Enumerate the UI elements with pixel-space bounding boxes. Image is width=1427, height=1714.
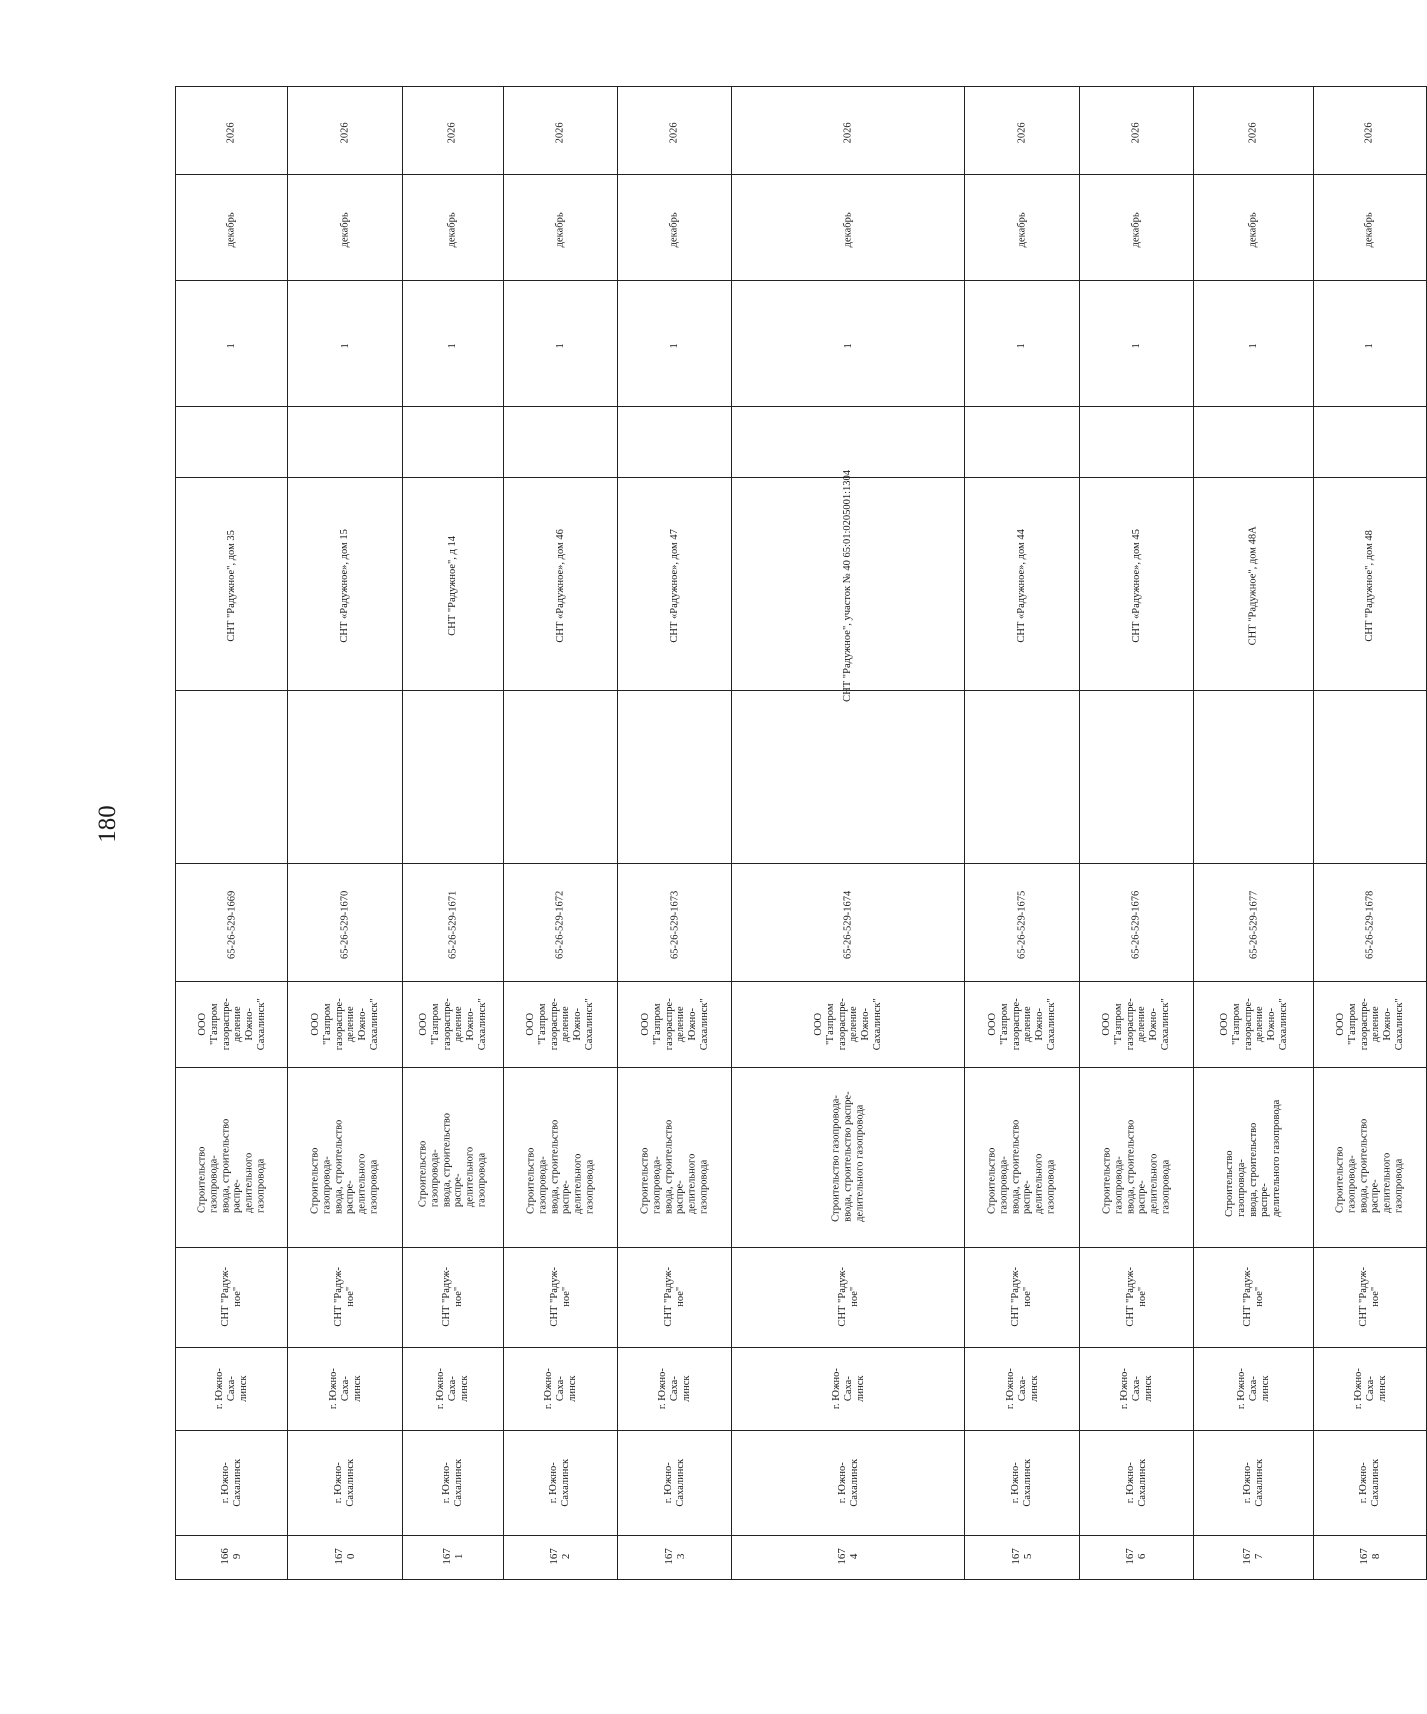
locality-text: г. Южно- Саха- линск <box>214 1367 249 1409</box>
page-number: 180 <box>94 805 121 843</box>
blank-cell <box>402 691 503 864</box>
locality-text: г. Южно- Саха- линск <box>327 1367 363 1409</box>
settlement-text: СНТ "Радуж- ное" <box>1124 1267 1148 1327</box>
quantity-cell <box>176 281 288 407</box>
address-text: СНТ "Радужное", участок № 40 65:01:0205001:1304 <box>842 469 854 702</box>
year-cell <box>1079 87 1193 175</box>
row-number-text: 167 4 <box>836 1548 861 1565</box>
locality-text: г. Южно- Саха- линск <box>657 1367 692 1409</box>
year-text: 2026 <box>1364 121 1376 143</box>
row-number-cell <box>288 1536 402 1580</box>
organization-text: ООО "Газпром газораспре- деление Южно- Сахалинск" <box>417 997 488 1050</box>
settlement-cell <box>402 1248 503 1348</box>
organization-text: ООО "Газпром газораспре- деление Южно- Сахалинск" <box>1101 997 1171 1050</box>
year-cell <box>176 87 288 175</box>
municipality-cell <box>503 1431 617 1536</box>
quantity-cell <box>732 281 965 407</box>
work-description-cell <box>288 1068 402 1248</box>
object-code-cell <box>176 864 288 982</box>
work-description-text: Строительство газопровода- ввода, строительство распре- делительного газопровода <box>830 1091 866 1223</box>
locality-text: г. Южно- Саха- линск <box>1118 1367 1154 1409</box>
blank-cell <box>1079 691 1193 864</box>
row-number-text: 167 6 <box>1124 1548 1149 1565</box>
quantity-cell <box>965 281 1079 407</box>
year-cell <box>503 87 617 175</box>
table-row-blank2 <box>176 407 1427 478</box>
row-number-cell <box>402 1536 503 1580</box>
month-text: декабрь <box>339 211 351 247</box>
object-code-cell <box>732 864 965 982</box>
work-description-cell <box>965 1068 1079 1248</box>
year-text: 2026 <box>668 121 680 143</box>
municipality-text: г. Южно- Сахалинск <box>1010 1458 1034 1507</box>
blank-cell <box>965 407 1079 478</box>
quantity-text: 1 <box>1016 342 1028 348</box>
blank-cell <box>965 691 1079 864</box>
organization-text: ООО "Газпром газораспре- деление Южно- Сахалинск" <box>986 997 1057 1050</box>
object-code-text: 65-26-529-1669 <box>225 890 237 959</box>
address-cell <box>402 478 503 691</box>
settlement-text: СНТ "Радуж- ное" <box>333 1267 357 1327</box>
work-description-cell <box>503 1068 617 1248</box>
organization-text: ООО "Газпром газораспре- деление Южно- Сахалинск" <box>525 997 595 1050</box>
year-text: 2026 <box>339 121 351 143</box>
organization-cell <box>1194 982 1314 1068</box>
row-number-cell <box>1194 1536 1314 1580</box>
object-code-cell <box>503 864 617 982</box>
row-number-text: 166 9 <box>219 1548 244 1565</box>
settlement-cell <box>618 1248 732 1348</box>
blank-cell <box>732 691 965 864</box>
address-cell <box>1194 478 1314 691</box>
address-text: СНТ "Радужное", дом 48А <box>1247 526 1259 646</box>
blank-cell <box>1314 691 1426 864</box>
quantity-cell <box>503 281 617 407</box>
settlement-text: СНТ "Радуж- ное" <box>1358 1267 1381 1327</box>
object-code-cell <box>1079 864 1193 982</box>
year-cell <box>965 87 1079 175</box>
work-description-text: Строительство газопровода- ввода, строительство распре- делительного газопровода <box>639 1119 710 1214</box>
address-cell <box>732 469 965 702</box>
quantity-cell <box>618 281 732 407</box>
work-description-text: Строительство газопровода- ввода, строительство распре- делительного газопровода <box>417 1112 488 1207</box>
year-text: 2026 <box>1016 121 1028 143</box>
organization-text: ООО "Газпром газораспре- деление Южно- Сахалинск" <box>309 997 380 1050</box>
object-code-text: 65-26-529-1672 <box>554 890 566 959</box>
table-row-month <box>176 175 1427 281</box>
municipality-cell <box>288 1431 402 1536</box>
quantity-text: 1 <box>668 342 680 348</box>
quantity-text: 1 <box>554 342 566 348</box>
object-code-text: 65-26-529-1677 <box>1247 890 1259 959</box>
municipality-text: г. Южно- Сахалинск <box>548 1458 572 1507</box>
address-text: СНТ "Радужное", д 14 <box>446 535 458 636</box>
municipality-text: г. Южно- Сахалинск <box>219 1458 243 1507</box>
table-row-code <box>176 864 1427 982</box>
row-number-cell <box>503 1536 617 1580</box>
work-description-cell <box>1314 1068 1426 1248</box>
organization-text: ООО "Газпром газораспре- деление Южно- Сахалинск" <box>1334 997 1405 1050</box>
quantity-text: 1 <box>339 342 351 348</box>
object-code-text: 65-26-529-1676 <box>1130 890 1142 959</box>
municipality-cell <box>1079 1431 1193 1536</box>
municipality-text: г. Южно- Сахалинск <box>333 1458 357 1507</box>
table-row-qty <box>176 281 1427 407</box>
settlement-text: СНТ "Радуж- ное" <box>836 1267 860 1327</box>
quantity-cell <box>288 281 402 407</box>
row-number-cell <box>176 1536 288 1580</box>
locality-text: г. Южно- Саха- линск <box>830 1367 866 1409</box>
work-description-text: Строительство газопровода- ввода, строительство распре- делительного газопровода <box>1334 1118 1405 1213</box>
work-description-cell <box>732 1068 965 1248</box>
organization-cell <box>1314 982 1426 1068</box>
work-description-text: Строительство газопровода- ввода, строительство распре- делительного газопровода <box>1101 1119 1171 1214</box>
row-number-cell <box>1079 1536 1193 1580</box>
locality-cell <box>1314 1348 1426 1431</box>
work-description-cell <box>1079 1068 1193 1248</box>
settlement-cell <box>1314 1248 1426 1348</box>
settlement-cell <box>1079 1248 1193 1348</box>
municipality-cell <box>176 1431 288 1536</box>
settlement-text: СНТ "Радуж- ное" <box>663 1267 686 1327</box>
settlement-text: СНТ "Радуж- ное" <box>219 1267 243 1327</box>
municipality-cell <box>732 1431 965 1536</box>
month-text: декабрь <box>1130 211 1142 247</box>
address-cell <box>1079 478 1193 691</box>
municipality-cell <box>618 1431 732 1536</box>
organization-cell <box>1079 982 1193 1068</box>
year-text: 2026 <box>1247 121 1259 143</box>
row-number-cell <box>965 1536 1079 1580</box>
month-cell <box>176 175 288 281</box>
month-cell <box>288 175 402 281</box>
blank-cell <box>288 691 402 864</box>
settlement-text: СНТ "Радуж- ное" <box>441 1267 464 1327</box>
year-cell <box>1194 87 1314 175</box>
year-cell <box>732 87 965 175</box>
address-cell <box>1314 478 1426 691</box>
locality-cell <box>618 1348 732 1431</box>
work-description-text: Строительство газопровода- ввода, строительство распре- делительного газопровода <box>1224 1099 1283 1217</box>
organization-cell <box>176 982 288 1068</box>
settlement-cell <box>503 1248 617 1348</box>
settlement-cell <box>1194 1248 1314 1348</box>
year-text: 2026 <box>554 121 566 143</box>
object-code-text: 65-26-529-1675 <box>1016 890 1028 959</box>
blank-cell <box>1194 407 1314 478</box>
address-cell <box>503 478 617 691</box>
row-number-cell <box>1314 1536 1426 1580</box>
year-cell <box>288 87 402 175</box>
settlement-cell <box>288 1248 402 1348</box>
municipality-text: г. Южно- Сахалинск <box>836 1458 860 1507</box>
month-cell <box>1194 175 1314 281</box>
table-row-blank1 <box>176 691 1427 864</box>
locality-cell <box>1194 1348 1314 1431</box>
row-number-text: 167 2 <box>548 1548 573 1565</box>
year-cell <box>618 87 732 175</box>
organization-text: ООО "Газпром газораспре- деление Южно- Сахалинск" <box>1218 997 1289 1050</box>
month-cell <box>1079 175 1193 281</box>
year-text: 2026 <box>225 121 237 143</box>
locality-text: г. Южно- Саха- линск <box>1352 1367 1387 1409</box>
object-code-cell <box>402 864 503 982</box>
work-description-cell <box>176 1068 288 1248</box>
address-text: СНТ «Радужное», дом 45 <box>1130 529 1142 643</box>
address-cell <box>965 478 1079 691</box>
municipality-text: г. Южно- Сахалинск <box>441 1458 464 1507</box>
locality-cell <box>1079 1348 1193 1431</box>
municipality-text: г. Южно- Сахалинск <box>1241 1458 1265 1507</box>
month-cell <box>1314 175 1426 281</box>
quantity-text: 1 <box>1247 342 1259 348</box>
object-code-text: 65-26-529-1670 <box>339 890 351 959</box>
work-description-cell <box>618 1068 732 1248</box>
month-text: декабрь <box>842 211 854 247</box>
organization-cell <box>402 982 503 1068</box>
organization-text: ООО "Газпром газораспре- деление Южно- Сахалинск" <box>813 997 883 1050</box>
year-text: 2026 <box>1130 121 1142 143</box>
settlement-text: СНТ "Радуж- ное" <box>1010 1267 1034 1327</box>
month-cell <box>732 175 965 281</box>
work-description-text: Строительство газопровода- ввода, строительство распре- делительного газопровода <box>986 1119 1057 1214</box>
row-number-cell <box>732 1536 965 1580</box>
address-cell <box>618 478 732 691</box>
table-row-work <box>176 1068 1427 1248</box>
address-text: СНТ «Радужное», дом 47 <box>668 529 680 643</box>
quantity-cell <box>1194 281 1314 407</box>
quantity-text: 1 <box>1130 342 1142 348</box>
quantity-cell <box>402 281 503 407</box>
quantity-text: 1 <box>446 342 458 348</box>
blank-cell <box>618 691 732 864</box>
municipality-text: г. Южно- Сахалинск <box>1124 1458 1148 1507</box>
blank-cell <box>288 407 402 478</box>
blank-cell <box>176 691 288 864</box>
object-code-cell <box>618 864 732 982</box>
object-code-cell <box>1194 864 1314 982</box>
locality-text: г. Южно- Саха- линск <box>1236 1367 1271 1409</box>
organization-cell <box>288 982 402 1068</box>
address-text: СНТ «Радужное», дом 46 <box>554 529 566 643</box>
organization-cell <box>732 982 965 1068</box>
settlement-cell <box>732 1248 965 1348</box>
month-text: декабрь <box>668 211 680 247</box>
municipality-cell <box>402 1431 503 1536</box>
month-cell <box>503 175 617 281</box>
year-text: 2026 <box>842 121 854 143</box>
year-cell <box>402 87 503 175</box>
address-text: СНТ "Радужное", дом 48 <box>1364 530 1376 642</box>
locality-cell <box>732 1348 965 1431</box>
organization-cell <box>618 982 732 1068</box>
work-description-cell <box>402 1068 503 1248</box>
municipality-cell <box>1314 1431 1426 1536</box>
blank-cell <box>176 407 288 478</box>
work-description-cell <box>1194 1068 1314 1248</box>
address-text: СНТ "Радужное", дом 35 <box>225 530 237 642</box>
year-text: 2026 <box>446 121 458 143</box>
locality-cell <box>503 1348 617 1431</box>
blank-cell <box>402 407 503 478</box>
locality-text: г. Южно- Саха- линск <box>435 1367 470 1409</box>
table-row-num <box>176 1536 1427 1580</box>
table-row-place <box>176 1248 1427 1348</box>
month-text: декабрь <box>1364 211 1376 247</box>
table-row-year <box>176 87 1427 175</box>
locality-cell <box>965 1348 1079 1431</box>
blank-cell <box>1079 407 1193 478</box>
municipality-cell <box>1194 1431 1314 1536</box>
month-cell <box>618 175 732 281</box>
blank-cell <box>618 407 732 478</box>
locality-text: г. Южно- Саха- линск <box>1004 1367 1039 1409</box>
municipality-text: г. Южно- Сахалинск <box>663 1458 686 1507</box>
locality-text: г. Южно- Саха- линск <box>542 1367 578 1409</box>
blank-cell <box>503 691 617 864</box>
quantity-text: 1 <box>1364 342 1376 348</box>
address-text: СНТ «Радужное», дом 44 <box>1016 529 1028 643</box>
month-text: декабрь <box>446 211 458 247</box>
locality-cell <box>176 1348 288 1431</box>
address-cell <box>288 478 402 691</box>
row-number-text: 167 8 <box>1357 1548 1382 1565</box>
organization-cell <box>965 982 1079 1068</box>
table-row-loc <box>176 1348 1427 1431</box>
blank-cell <box>1314 407 1426 478</box>
quantity-text: 1 <box>225 342 237 348</box>
work-description-text: Строительство газопровода- ввода, строительство распре- делительного газопровода <box>525 1119 595 1214</box>
organization-text: ООО "Газпром газораспре- деление Южно- Сахалинск" <box>196 997 267 1050</box>
object-code-text: 65-26-529-1671 <box>446 890 458 959</box>
row-number-text: 167 0 <box>332 1548 358 1565</box>
object-code-cell <box>965 864 1079 982</box>
month-text: декабрь <box>554 211 566 247</box>
month-text: декабрь <box>1016 211 1028 247</box>
work-description-text: Строительство газопровода- ввода, строительство распре- делительного газопровода <box>309 1119 380 1214</box>
locality-cell <box>288 1348 402 1431</box>
row-number-text: 167 3 <box>662 1548 687 1565</box>
table-row-mo <box>176 1431 1427 1536</box>
table-row-address <box>176 478 1427 691</box>
table-row-org <box>176 982 1427 1068</box>
blank-cell <box>1194 691 1314 864</box>
quantity-text: 1 <box>842 342 854 348</box>
month-text: декабрь <box>1247 211 1259 247</box>
object-code-text: 65-26-529-1678 <box>1364 890 1376 959</box>
year-cell <box>1314 87 1426 175</box>
row-number-text: 167 1 <box>440 1548 465 1565</box>
row-number-cell <box>618 1536 732 1580</box>
month-cell <box>402 175 503 281</box>
address-text: СНТ «Радужное», дом 15 <box>339 529 351 643</box>
row-number-text: 167 5 <box>1009 1548 1035 1565</box>
document-table <box>175 86 1427 1580</box>
municipality-cell <box>965 1431 1079 1536</box>
object-code-text: 65-26-529-1673 <box>668 890 680 959</box>
municipality-text: г. Южно- Сахалинск <box>1358 1458 1381 1507</box>
locality-cell <box>402 1348 503 1431</box>
settlement-text: СНТ "Радуж- ное" <box>1241 1267 1265 1327</box>
object-code-text: 65-26-529-1674 <box>842 890 854 959</box>
row-number-text: 167 7 <box>1241 1548 1266 1565</box>
month-text: декабрь <box>225 211 237 247</box>
quantity-cell <box>1079 281 1193 407</box>
blank-cell <box>503 407 617 478</box>
address-cell <box>176 478 288 691</box>
month-cell <box>965 175 1079 281</box>
settlement-cell <box>176 1248 288 1348</box>
object-code-cell <box>288 864 402 982</box>
object-code-cell <box>1314 864 1426 982</box>
blank-cell <box>732 407 965 478</box>
work-description-text: Строительство газопровода- ввода, строительство распре- делительного газопровода <box>196 1118 267 1213</box>
organization-text: ООО "Газпром газораспре- деление Южно- Сахалинск" <box>639 997 710 1050</box>
settlement-cell <box>965 1248 1079 1348</box>
quantity-cell <box>1314 281 1426 407</box>
settlement-text: СНТ "Радуж- ное" <box>548 1267 572 1327</box>
organization-cell <box>503 982 617 1068</box>
